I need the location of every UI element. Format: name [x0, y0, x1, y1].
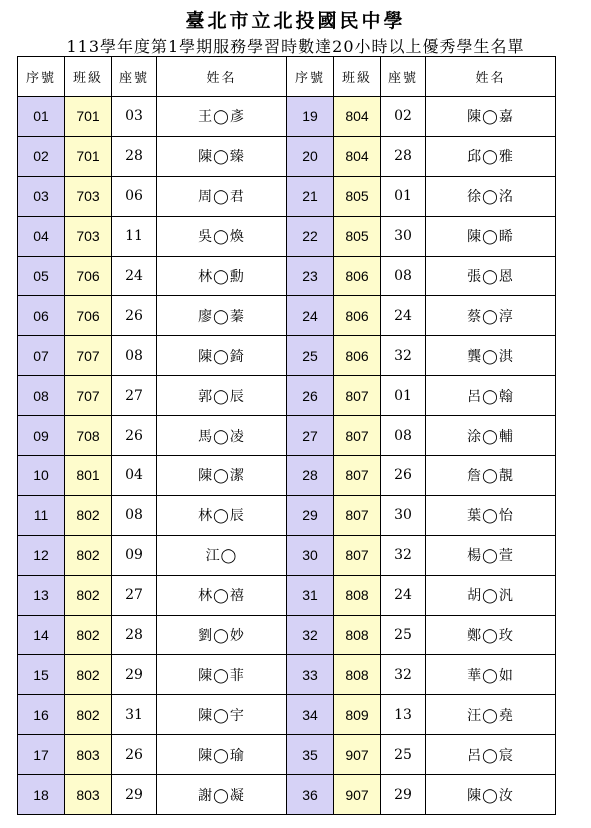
cell-seq: 11 [18, 495, 65, 535]
header-class: 班級 [65, 57, 112, 97]
cell-seq: 02 [18, 136, 65, 176]
table-row [18, 176, 556, 216]
cell-seat: 24 [381, 296, 426, 336]
cell-name: 詹◯靚 [426, 456, 556, 496]
cell-seq: 35 [287, 735, 334, 775]
cell-seat: 28 [381, 136, 426, 176]
cell-seq: 21 [287, 176, 334, 216]
cell-seq: 31 [287, 575, 334, 615]
cell-class: 807 [334, 416, 381, 456]
table-row [18, 416, 556, 456]
cell-name: 郭◯辰 [157, 376, 287, 416]
cell-seq: 25 [287, 336, 334, 376]
cell-seat: 27 [112, 376, 157, 416]
cell-seat: 24 [381, 575, 426, 615]
cell-class: 701 [65, 97, 112, 137]
cell-name: 陳◯睎 [426, 216, 556, 256]
cell-seq: 13 [18, 575, 65, 615]
table-row [18, 495, 556, 535]
cell-seq: 33 [287, 655, 334, 695]
cell-class: 801 [65, 456, 112, 496]
table-row [18, 615, 556, 655]
cell-name: 胡◯汎 [426, 575, 556, 615]
cell-class: 802 [65, 615, 112, 655]
cell-name: 謝◯凝 [157, 775, 287, 815]
cell-seq: 27 [287, 416, 334, 456]
cell-seq: 01 [18, 97, 65, 137]
cell-name: 廖◯蓁 [157, 296, 287, 336]
cell-class: 806 [334, 336, 381, 376]
cell-seq: 18 [18, 775, 65, 815]
cell-seat: 28 [112, 136, 157, 176]
cell-name: 陳◯宇 [157, 695, 287, 735]
cell-class: 806 [334, 296, 381, 336]
cell-seq: 09 [18, 416, 65, 456]
header-seq: 序號 [18, 57, 65, 97]
table-row [18, 376, 556, 416]
cell-seat: 24 [112, 256, 157, 296]
cell-class: 807 [334, 376, 381, 416]
cell-name: 王◯彥 [157, 97, 287, 137]
cell-seat: 30 [381, 495, 426, 535]
roster-body [18, 97, 556, 815]
table-row [18, 256, 556, 296]
table-row [18, 456, 556, 496]
cell-name: 陳◯瑜 [157, 735, 287, 775]
document-title: 臺北市立北投國民中學 [185, 10, 406, 32]
table-row [18, 735, 556, 775]
header-name: 姓名 [426, 57, 556, 97]
student-roster-table [17, 56, 556, 815]
table-row [18, 97, 556, 137]
cell-name: 陳◯汝 [426, 775, 556, 815]
header-row [18, 57, 556, 97]
cell-seat: 08 [112, 336, 157, 376]
table-row [18, 695, 556, 735]
cell-seat: 04 [112, 456, 157, 496]
cell-seq: 36 [287, 775, 334, 815]
cell-class: 707 [65, 376, 112, 416]
table-row [18, 136, 556, 176]
cell-seat: 29 [381, 775, 426, 815]
cell-name: 陳◯錡 [157, 336, 287, 376]
cell-seq: 22 [287, 216, 334, 256]
cell-seat: 08 [112, 495, 157, 535]
cell-seq: 12 [18, 535, 65, 575]
cell-name: 呂◯宸 [426, 735, 556, 775]
cell-seq: 10 [18, 456, 65, 496]
cell-class: 802 [65, 575, 112, 615]
cell-seq: 08 [18, 376, 65, 416]
cell-seq: 15 [18, 655, 65, 695]
cell-seat: 32 [381, 655, 426, 695]
document-subtitle: 113學年度第1學期服務學習時數達20小時以上優秀學生名單 [66, 37, 525, 56]
cell-seat: 26 [381, 456, 426, 496]
cell-seq: 32 [287, 615, 334, 655]
cell-seq: 04 [18, 216, 65, 256]
cell-class: 808 [334, 615, 381, 655]
cell-seat: 26 [112, 296, 157, 336]
cell-seat: 09 [112, 535, 157, 575]
header-seat: 座號 [112, 57, 157, 97]
cell-seq: 17 [18, 735, 65, 775]
cell-name: 邱◯雅 [426, 136, 556, 176]
cell-class: 803 [65, 775, 112, 815]
cell-seat: 11 [112, 216, 157, 256]
cell-name: 江◯ [157, 535, 287, 575]
cell-class: 802 [65, 495, 112, 535]
cell-seq: 07 [18, 336, 65, 376]
cell-class: 808 [334, 655, 381, 695]
cell-class: 808 [334, 575, 381, 615]
cell-seat: 29 [112, 655, 157, 695]
cell-seq: 20 [287, 136, 334, 176]
cell-class: 806 [334, 256, 381, 296]
table-row [18, 575, 556, 615]
cell-class: 907 [334, 735, 381, 775]
cell-class: 807 [334, 495, 381, 535]
cell-name: 呂◯翰 [426, 376, 556, 416]
cell-class: 807 [334, 456, 381, 496]
cell-name: 鄭◯玫 [426, 615, 556, 655]
cell-seat: 26 [112, 735, 157, 775]
cell-seat: 08 [381, 416, 426, 456]
cell-seat: 01 [381, 376, 426, 416]
cell-seat: 08 [381, 256, 426, 296]
cell-name: 林◯勳 [157, 256, 287, 296]
cell-class: 804 [334, 97, 381, 137]
cell-seq: 28 [287, 456, 334, 496]
cell-name: 陳◯臻 [157, 136, 287, 176]
cell-seat: 31 [112, 695, 157, 735]
cell-seat: 27 [112, 575, 157, 615]
cell-seat: 25 [381, 615, 426, 655]
cell-seat: 26 [112, 416, 157, 456]
cell-name: 劉◯妙 [157, 615, 287, 655]
cell-class: 802 [65, 535, 112, 575]
cell-class: 803 [65, 735, 112, 775]
header-seq: 序號 [287, 57, 334, 97]
cell-seq: 24 [287, 296, 334, 336]
cell-seat: 01 [381, 176, 426, 216]
cell-name: 吳◯煥 [157, 216, 287, 256]
cell-name: 蔡◯淳 [426, 296, 556, 336]
cell-class: 809 [334, 695, 381, 735]
table-row [18, 775, 556, 815]
cell-seq: 26 [287, 376, 334, 416]
cell-seq: 30 [287, 535, 334, 575]
cell-class: 802 [65, 695, 112, 735]
cell-name: 徐◯洺 [426, 176, 556, 216]
cell-class: 706 [65, 256, 112, 296]
cell-class: 701 [65, 136, 112, 176]
cell-seat: 02 [381, 97, 426, 137]
cell-seat: 30 [381, 216, 426, 256]
cell-name: 陳◯潔 [157, 456, 287, 496]
header-class: 班級 [334, 57, 381, 97]
cell-name: 涂◯輔 [426, 416, 556, 456]
cell-seat: 29 [112, 775, 157, 815]
cell-name: 林◯辰 [157, 495, 287, 535]
cell-class: 804 [334, 136, 381, 176]
cell-class: 907 [334, 775, 381, 815]
cell-seq: 29 [287, 495, 334, 535]
cell-seq: 34 [287, 695, 334, 735]
cell-seat: 13 [381, 695, 426, 735]
cell-class: 805 [334, 216, 381, 256]
cell-seat: 32 [381, 336, 426, 376]
header-name: 姓名 [157, 57, 287, 97]
cell-class: 706 [65, 296, 112, 336]
cell-class: 707 [65, 336, 112, 376]
cell-seat: 28 [112, 615, 157, 655]
cell-name: 陳◯菲 [157, 655, 287, 695]
table-row [18, 655, 556, 695]
cell-name: 馬◯凌 [157, 416, 287, 456]
cell-seq: 19 [287, 97, 334, 137]
cell-class: 802 [65, 655, 112, 695]
cell-seq: 06 [18, 296, 65, 336]
cell-seq: 23 [287, 256, 334, 296]
cell-seat: 06 [112, 176, 157, 216]
cell-seat: 32 [381, 535, 426, 575]
cell-name: 楊◯萱 [426, 535, 556, 575]
cell-name: 周◯君 [157, 176, 287, 216]
cell-seat: 03 [112, 97, 157, 137]
cell-seq: 03 [18, 176, 65, 216]
cell-class: 703 [65, 216, 112, 256]
cell-seat: 25 [381, 735, 426, 775]
cell-name: 林◯禧 [157, 575, 287, 615]
cell-seq: 16 [18, 695, 65, 735]
cell-seq: 05 [18, 256, 65, 296]
cell-class: 807 [334, 535, 381, 575]
cell-name: 張◯恩 [426, 256, 556, 296]
cell-name: 陳◯嘉 [426, 97, 556, 137]
table-row [18, 336, 556, 376]
table-row [18, 296, 556, 336]
cell-seq: 14 [18, 615, 65, 655]
cell-class: 805 [334, 176, 381, 216]
cell-name: 華◯如 [426, 655, 556, 695]
table-row [18, 216, 556, 256]
header-seat: 座號 [381, 57, 426, 97]
cell-class: 703 [65, 176, 112, 216]
cell-class: 708 [65, 416, 112, 456]
table-row [18, 535, 556, 575]
cell-name: 龔◯淇 [426, 336, 556, 376]
cell-name: 汪◯堯 [426, 695, 556, 735]
cell-name: 葉◯怡 [426, 495, 556, 535]
